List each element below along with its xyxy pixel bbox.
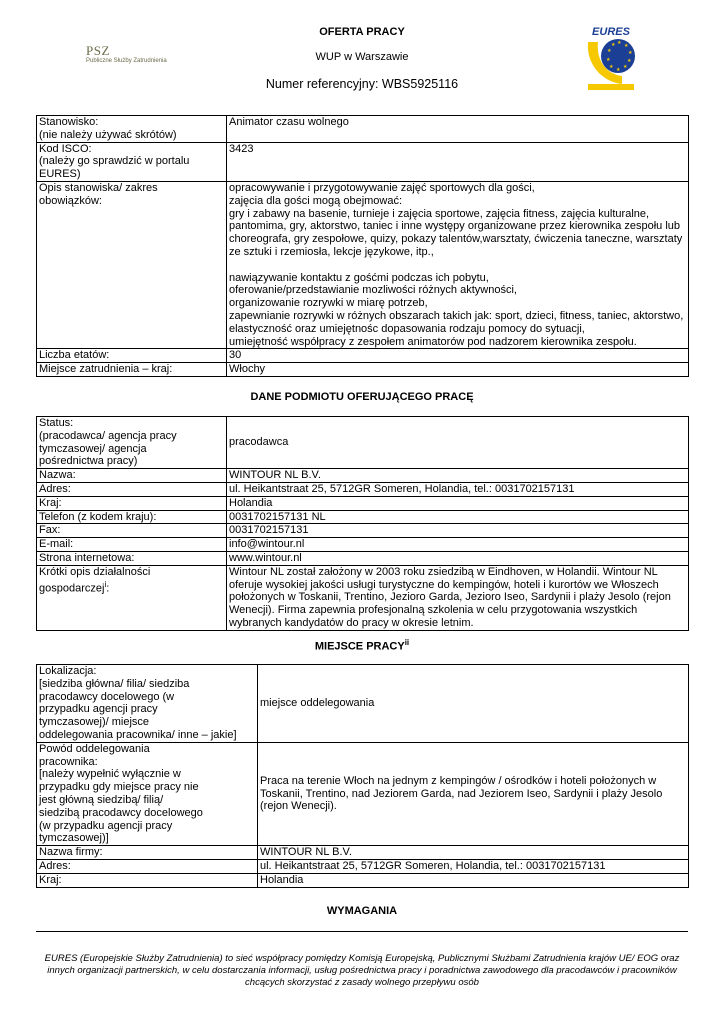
employer-row — [37, 538, 689, 552]
offer-row — [37, 363, 689, 377]
field-label — [37, 349, 227, 363]
svg-text:★: ★ — [606, 57, 611, 63]
field-label — [37, 142, 227, 181]
field-label — [37, 859, 258, 873]
field-label — [37, 482, 227, 496]
svg-text:★: ★ — [609, 64, 614, 70]
offer-row — [37, 116, 689, 143]
employer-row — [37, 551, 689, 565]
section-requirements-heading: WYMAGANIA — [326, 905, 398, 917]
workplace-row — [37, 665, 689, 743]
field-label — [37, 524, 227, 538]
field-label-text: Miejsce zatrudnienia – kraj: — [39, 363, 173, 376]
field-label — [37, 742, 258, 845]
eures-logo-text: EURES — [592, 26, 630, 38]
field-value: ul. Heikantstraat 25, 5712GR Someren, Holandia, tel.: 0031702157131 — [227, 482, 689, 496]
workplace-row — [37, 846, 689, 860]
field-label — [37, 873, 258, 887]
field-value: ul. Heikantstraat 25, 5712GR Someren, Holandia, tel.: 0031702157131 — [258, 859, 689, 873]
offer-row — [37, 349, 689, 363]
svg-text:★: ★ — [607, 48, 612, 54]
field-label-text: Nazwa firmy: — [39, 846, 103, 859]
field-label-text: Nazwa: — [39, 469, 76, 482]
footnote-marker: i — [104, 579, 107, 589]
page-title: OFERTA PRACY — [319, 26, 405, 38]
field-label — [37, 846, 258, 860]
reference-number: Numer referencyjny: WBS5925116 — [265, 77, 459, 91]
psz-logo-text: PSZ — [86, 43, 110, 58]
field-value: Animator czasu wolnego — [227, 116, 689, 143]
field-value: 30 — [227, 349, 689, 363]
field-value: WINTOUR NL B.V. — [258, 846, 689, 860]
field-label — [37, 469, 227, 483]
svg-text:★: ★ — [628, 50, 633, 56]
field-label-text: Kraj: — [39, 496, 62, 509]
section-employer-heading: DANE PODMIOTU OFERUJĄCEGO PRACĘ — [250, 391, 474, 403]
employer-row — [37, 469, 689, 483]
employer-row — [37, 482, 689, 496]
field-label-text: Krótki opis działalności gospodarczej — [39, 565, 151, 595]
employer-row — [37, 565, 689, 630]
field-label — [37, 363, 227, 377]
field-value: Praca na terenie Włoch na jednym z kempingów / ośrodków i hoteli położonych w Toskanii, Trentino, nad Jeziorem Garda, nad Jeziorem Iseo, Sardynii i plaży Jesolo (rejon Wenecji). — [258, 742, 689, 845]
workplace-row — [37, 873, 689, 887]
field-value: 0031702157131 — [227, 524, 689, 538]
field-value: miejsce oddelegowania — [258, 665, 689, 743]
field-label-text: Liczba etatów: — [39, 349, 110, 362]
field-label-text: Status: (pracodawca/ agencja pracy tymczasowej/ agencja pośrednictwa pracy) — [39, 417, 177, 468]
field-value: WINTOUR NL B.V. — [227, 469, 689, 483]
field-label-text: Opis stanowiska/ zakres obowiązków: — [39, 181, 158, 207]
employer-table — [36, 416, 689, 631]
employer-row — [37, 510, 689, 524]
field-label-text: Kod ISCO: (należy go sprawdzić w portalu EURES) — [39, 142, 190, 181]
workplace-table — [36, 664, 689, 888]
field-value: Holandia — [258, 873, 689, 887]
field-value: Holandia — [227, 496, 689, 510]
section-workplace-heading — [0, 638, 724, 653]
workplace-row — [37, 859, 689, 873]
section-workplace-footnote: ii — [404, 638, 410, 647]
field-value: Włochy — [227, 363, 689, 377]
employer-row — [37, 417, 689, 469]
field-value: pracodawca — [227, 417, 689, 469]
field-label — [37, 665, 258, 743]
field-value: 3423 — [227, 142, 689, 181]
employer-row — [37, 496, 689, 510]
psz-logo-subtext: Publiczne Służby Zatrudnienia — [86, 58, 167, 64]
svg-text:★: ★ — [623, 64, 628, 70]
field-value: opracowywanie i przygotowywanie zajęć sportowych dla gości, zajęcia dla gości mogą obejmować: gry i zabawy na basenie, turnieje i zajęcia sportowe, zajęcia fitness, zajęcia kulturalne, pantomima, gry, aktorstwo, taniec i inne występy organizowane przez kierownika zespołu lub choreografa, gry zespołowe, quizy, pokazy talentów,warsztaty, ćwiczenia taneczne, warsztaty ze sztuki i rzemiosła, lekcje językowe, itp., nawiązywanie kontaktu z gośćmi podczas ich pobytu, oferowanie/przedstawianie mozliwości różnych aktywności, organizowanie rozrywki w miarę potrzeb, zapewnianie rozrywki w różnych obszarach takich jak: sport, dzieci, fitness, taniec, aktorstwo, elastyczność oraz umiejętnośc dopasowania rodzaju pomocy do sytuacji, umiejętność współpracy z zespołem animatorów pod nadzorem kierownika zespołu. — [227, 181, 689, 348]
field-label-text: Powód oddelegowania pracownika: [należy wypełnić wyłącznie w przypadku gdy miejsce pracy nie jest główną siedzibą/ filią/ siedzibą pracodawcy docelowego (w przypadku agencji pracy tymczasowej)] — [39, 742, 203, 845]
offer-row — [37, 181, 689, 348]
office-name: WUP w Warszawie — [315, 51, 409, 63]
field-label — [37, 417, 227, 469]
field-value: www.wintour.nl — [227, 551, 689, 565]
offer-row — [37, 142, 689, 181]
footer-note: EURES (Europejskie Służby Zatrudnienia) to sieć współpracy pomiędzy Komisją Europejską, Publicznymi Służbami Zatrudnienia krajów UE/ EOG oraz innych organizacji partnerskich, w celu dostarczania informacji, usług pośrednictwa pracy i poradnictwa zawodowego dla pracodawców i pracowników chcących skorzystać z zasady wolnego przepływu osób — [44, 953, 680, 988]
svg-text:★: ★ — [611, 42, 616, 48]
field-label — [37, 538, 227, 552]
field-label-text: Lokalizacja: [siedziba główna/ filia/ siedziba pracodawcy docelowego (w przypadku agencji pracy tymczasowej)/ miejsce oddelegowania pracownika/ inne – jakie] — [39, 665, 237, 741]
footer-divider — [36, 931, 688, 932]
employer-row — [37, 524, 689, 538]
offer-table — [36, 115, 689, 377]
field-label-text: Adres: — [39, 482, 71, 495]
field-label-text: Adres: — [39, 859, 71, 872]
field-label — [37, 551, 227, 565]
field-label-tail: : — [106, 582, 110, 595]
svg-text:★: ★ — [616, 67, 621, 73]
field-label-text: Stanowisko: (nie należy używać skrótów) — [39, 116, 177, 141]
field-label-text: Kraj: — [39, 873, 62, 886]
field-label — [37, 116, 227, 143]
field-label — [37, 510, 227, 524]
field-label — [37, 565, 227, 630]
field-label-text: E-mail: — [39, 538, 74, 551]
field-value: 0031702157131 NL — [227, 510, 689, 524]
section-workplace-text: MIEJSCE PRACY — [314, 640, 405, 653]
svg-text:★: ★ — [624, 43, 629, 49]
field-value: Wintour NL został założony w 2003 roku zsiedzibą w Eindhoven, w Holandii. Wintour NL oferuje wysokiej jakości usługi turystyczne do kempingów, hoteli i kurortów we Włoszech położonych w Toskanii, Trentino, Jezioro Garda, Jezioro Iseo, Sardynii i plaży Jesolo (rejon Wenecji). Firma zapewnia profesjonalną szkolenia w celu przygotowania wszystkich wybranych kandydatów do pracy w okresie letnim. — [227, 565, 689, 630]
field-label — [37, 181, 227, 348]
field-label — [37, 496, 227, 510]
field-label-text: Telefon (z kodem kraju): — [39, 510, 157, 523]
field-value: info@wintour.nl — [227, 538, 689, 552]
field-label-text: Fax: — [39, 524, 61, 537]
workplace-row — [37, 742, 689, 845]
field-label-text: Strona internetowa: — [39, 551, 135, 564]
svg-text:★: ★ — [627, 58, 632, 64]
svg-text:★: ★ — [617, 40, 622, 46]
